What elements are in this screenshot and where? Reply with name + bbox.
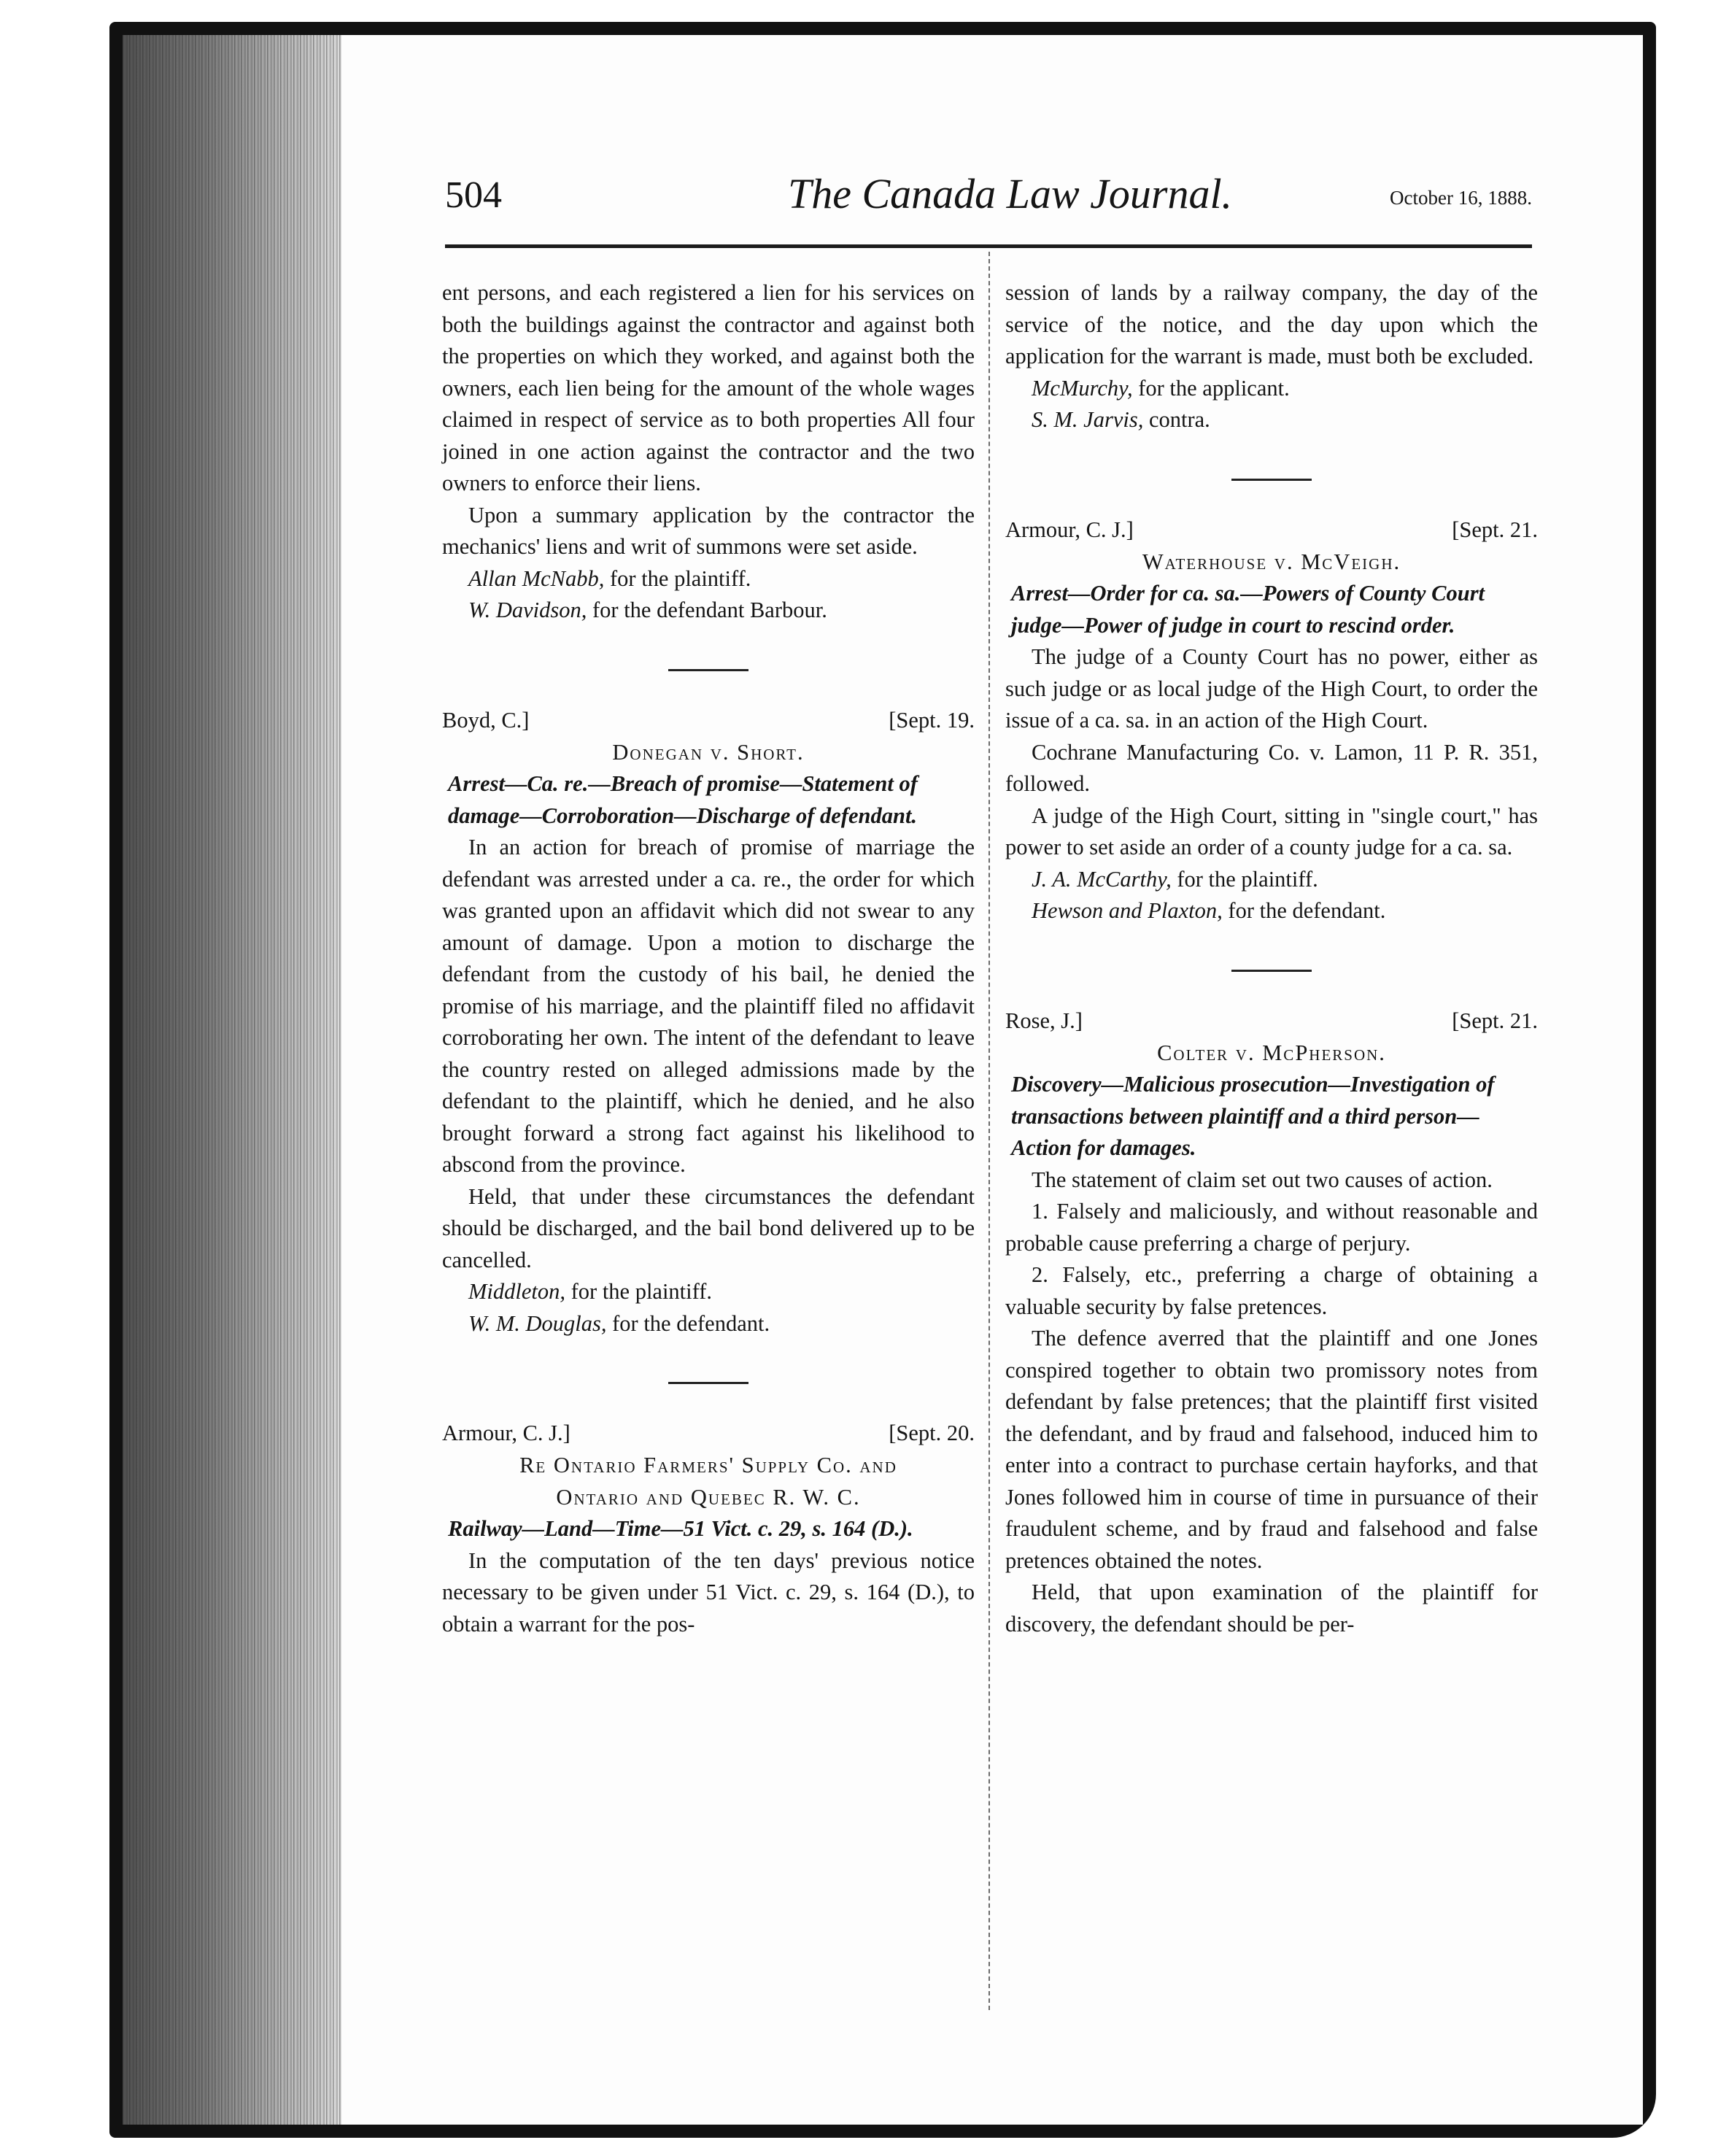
section-separator [668, 669, 748, 671]
case-judge: Rose, J.] [1005, 1008, 1083, 1033]
paragraph: The statement of claim set out two causes of action. [1032, 1167, 1493, 1192]
case-headnote: Arrest—Order for ca. sa.—Powers of County Court judge—Power of judge in court to rescind order. [1011, 581, 1485, 638]
section-separator [668, 1382, 748, 1384]
counsel-role: for the defendant. [1228, 898, 1386, 923]
holding: Held, that under these circumstances the defendant should be discharged, and the bail bond delivered up to be cancelled. [442, 1183, 975, 1272]
section-separator [1231, 970, 1312, 972]
paragraph: In an action for breach of promise of marriage the defendant was arrested under a ca. re., the order for which was granted upon an affidavit which did not swear to any amount of damage. Upon a motion to discharge the defendant from the custody of his bail, he denied the promise of his marriage, and the plaintiff filed no affidavit corroborating her own. The intent of the defendant to leave the country rested on alleged admissions made by the defendant to the plaintiff, which he denied, and he also brought forward a strong fact against his likelihood to abscond from the province. [442, 835, 975, 1177]
case-headnote: Discovery—Malicious prosecution—Investigation of transactions between plaintiff and a third person—Action for damages. [1011, 1072, 1495, 1160]
counsel-role: for the defendant Barbour. [592, 598, 827, 622]
counsel-role: for the plaintiff. [570, 1279, 713, 1304]
counsel-role: for the plaintiff. [1177, 866, 1318, 892]
counsel-role: for the defendant. [612, 1310, 770, 1336]
case-header [442, 705, 975, 737]
section-separator [1231, 479, 1312, 481]
list-item: 1. Falsely and maliciously, and without reasonable and probable cause preferring a charge of perjury. [1005, 1199, 1538, 1256]
book-spine [123, 35, 341, 2125]
counsel-name: J. A. McCarthy, [1032, 866, 1172, 892]
citation: Cochrane Manufacturing Co. v. Lamon, 11 P. R. 351, followed. [1005, 739, 1538, 796]
case-header [1005, 1005, 1538, 1038]
case-title: Colter v. McPherson. [1157, 1040, 1386, 1065]
case-title: Ontario and Quebec R. W. C. [556, 1484, 861, 1510]
counsel-line [442, 595, 975, 627]
counsel-role: for the plaintiff. [610, 565, 751, 591]
counsel-line [442, 1308, 975, 1340]
column-divider [989, 252, 990, 2010]
case-judge: Boyd, C.] [442, 707, 530, 733]
paragraph: A judge of the High Court, sitting in "single court," has power to set aside an order of a county judge for a ca. sa. [1005, 803, 1538, 859]
counsel-line [1005, 864, 1538, 896]
counsel-name: McMurchy, [1032, 375, 1133, 401]
counsel-line [1005, 373, 1538, 405]
counsel-line [442, 563, 975, 595]
case-headnote: Arrest—Ca. re.—Breach of promise—Statement of damage—Corroboration—Discharge of defendant. [448, 771, 918, 828]
case-date: [Sept. 21. [1452, 1008, 1538, 1033]
left-column [442, 277, 975, 1640]
paragraph: ent persons, and each registered a lien for his services on both the buildings against the contractor and against both the properties on which they worked, and against both the owners, each lien being for the amount of the whole wages claimed in respect of service as to both properties All four joined in one action against the contractor and the two owners to enforce their liens. [442, 280, 975, 495]
counsel-name: S. M. Jarvis, [1032, 407, 1144, 432]
right-column [1005, 277, 1538, 1640]
paragraph: In the computation of the ten days' previous notice necessary to be given under 51 Vict. c. 29, s. 164 (D.), to obtain a warrant for the pos- [442, 1548, 975, 1637]
case-judge: Armour, C. J.] [442, 1421, 570, 1445]
paragraph: The judge of a County Court has no power, either as such judge or as local judge of the High Court, to order the issue of a ca. sa. in an action of the High Court. [1005, 644, 1538, 733]
paragraph: The defence averred that the plaintiff and one Jones conspired together to obtain two promissory notes from defendant by false pretences; that the plaintiff first visited the defendant, and by fraud and falsehood, induced him to enter into a contract to purchase certain hayforks, and that Jones followed him in course of time in pursuance of their fraudulent scheme, and by fraud and falsehood and false pretences obtained the notes. [1005, 1326, 1538, 1573]
counsel-name: Hewson and Plaxton, [1032, 898, 1223, 923]
paragraph: Upon a summary application by the contractor the mechanics' liens and writ of summons were set aside. [442, 502, 975, 559]
journal-title: The Canada Law Journal. [788, 170, 1233, 217]
running-header [445, 170, 1532, 232]
page-number: 504 [445, 174, 502, 216]
counsel-name: Allan McNabb, [468, 565, 605, 591]
counsel-name: Middleton, [468, 1279, 565, 1304]
case-title: Re Ontario Farmers' Supply Co. and [519, 1453, 897, 1477]
case-title: Donegan v. Short. [612, 739, 805, 765]
issue-date: October 16, 1888. [1390, 187, 1532, 209]
counsel-line [442, 1276, 975, 1308]
paragraph: session of lands by a railway company, the day of the service of the notice, and the day upon which the application for the warrant is made, must both be excluded. [1005, 280, 1538, 368]
counsel-role: for the applicant. [1138, 375, 1290, 401]
holding: Held, that upon examination of the plaintiff for discovery, the defendant should be per- [1005, 1580, 1538, 1637]
counsel-line [1005, 895, 1538, 927]
case-header [442, 1418, 975, 1450]
counsel-role: contra. [1148, 407, 1210, 432]
case-header [1005, 514, 1538, 546]
counsel-line [1005, 404, 1538, 436]
case-date: [Sept. 20. [889, 1421, 975, 1445]
case-headnote: Railway—Land—Time—51 Vict. c. 29, s. 164 (D.). [448, 1516, 913, 1541]
case-date: [Sept. 19. [889, 707, 975, 733]
list-item: 2. Falsely, etc., preferring a charge of obtaining a valuable security by false pretences. [1005, 1262, 1538, 1319]
case-date: [Sept. 21. [1452, 517, 1538, 542]
counsel-name: W. Davidson, [468, 598, 587, 622]
case-judge: Armour, C. J.] [1005, 517, 1134, 542]
case-title: Waterhouse v. McVeigh. [1142, 549, 1401, 574]
header-rule [445, 244, 1532, 248]
counsel-name: W. M. Douglas, [468, 1310, 607, 1336]
